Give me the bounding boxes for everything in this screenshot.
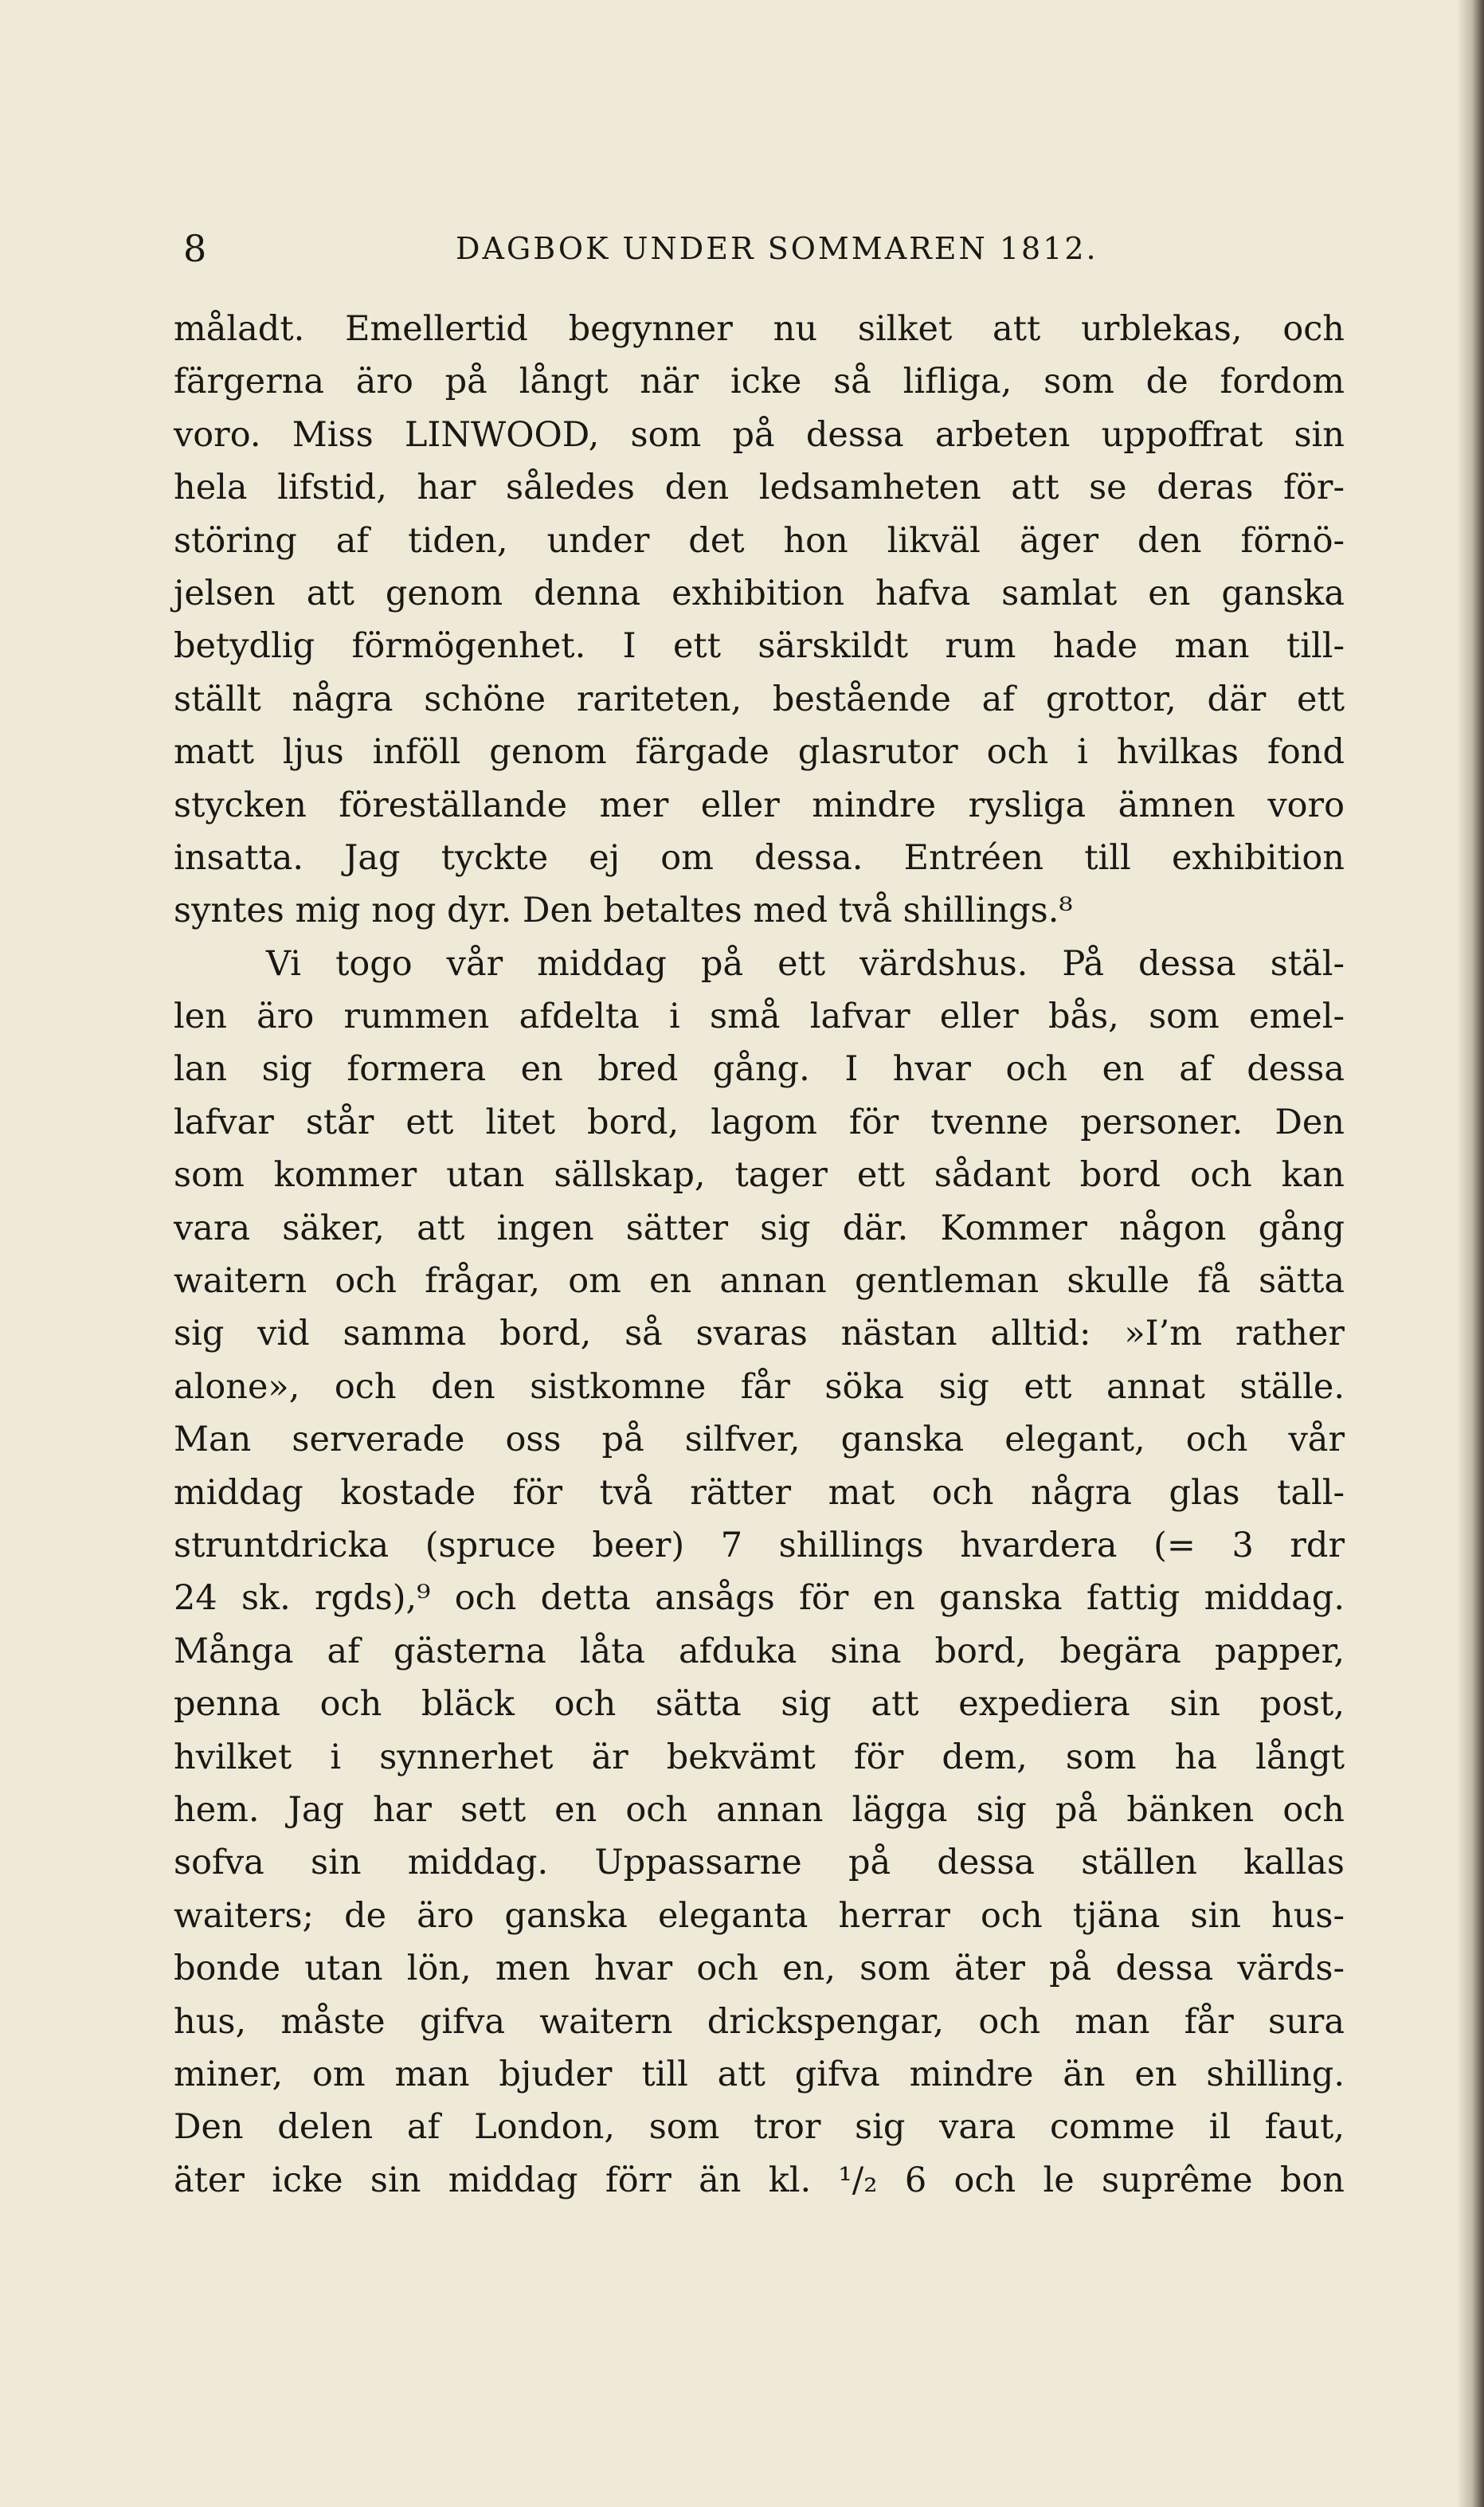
- text-line: 24 sk. rgds),⁹ och detta ansågs för en ganska fattig middag.: [174, 1578, 1345, 1619]
- text-line: Många af gästerna låta afduka sina bord, begära papper,: [174, 1631, 1345, 1671]
- text-line: måladt. Emellertid begynner nu silket att urblekas, och: [174, 309, 1345, 349]
- text-line: waitern och frågar, om en annan gentleman skulle få sätta: [174, 1261, 1345, 1302]
- text-line: som kommer utan sällskap, tager ett sådant bord och kan: [174, 1155, 1345, 1196]
- text-line: sig vid samma bord, så svaras nästan alltid: »I’m rather: [174, 1314, 1345, 1354]
- text-line: betydlig förmögenhet. I ett särskildt rum hade man till-: [174, 626, 1345, 667]
- text-line: penna och bläck och sätta sig att expediera sin post,: [174, 1684, 1345, 1725]
- text-line: voro. Miss LINWOOD, som på dessa arbeten uppoffrat sin: [174, 414, 1345, 455]
- text-line: ställt några schöne rariteten, bestående af grottor, där ett: [174, 679, 1345, 719]
- text-line: lan sig formera en bred gång. I hvar och en af dessa: [174, 1049, 1345, 1090]
- page-header: [177, 225, 1348, 272]
- text-line: alone», och den sistkomne får söka sig ett annat ställe.: [174, 1366, 1345, 1407]
- text-line: miner, om man bjuder till att gifva mindre än en shilling.: [174, 2054, 1345, 2094]
- text-line: waiters; de äro ganska eleganta herrar och tjäna sin hus-: [174, 1895, 1345, 1936]
- text-line: hela lifstid, har således den ledsamheten att se deras för-: [174, 468, 1345, 508]
- text-line: lafvar står ett litet bord, lagom för tvenne personer. Den: [174, 1102, 1345, 1142]
- text-line: matt ljus inföll genom färgade glasrutor och i hvilkas fond: [174, 732, 1345, 773]
- text-line: middag kostade för två rätter mat och några glas tall-: [174, 1472, 1345, 1513]
- page-edge-shadow: [1457, 0, 1484, 2507]
- text-line: störing af tiden, under det hon likväl äger den förnö-: [174, 520, 1345, 561]
- text-line: sofva sin middag. Uppassarne på dessa ställen kallas: [174, 1843, 1345, 1883]
- running-title: DAGBOK UNDER SOMMAREN 1812.: [456, 231, 1098, 266]
- text-line: stycken föreställande mer eller mindre rysliga ämnen voro: [174, 785, 1345, 825]
- text-line: färgerna äro på långt när icke så lifliga, som de fordom: [174, 362, 1345, 402]
- text-line: syntes mig nog dyr. Den betaltes med två shillings.⁸: [174, 891, 1073, 931]
- text-line: len äro rummen afdelta i små lafvar eller bås, som emel-: [174, 997, 1345, 1037]
- body-text: [174, 303, 1345, 2207]
- text-line: vara säker, att ingen sätter sig där. Kommer någon gång: [174, 1208, 1345, 1248]
- text-line: hus, måste gifva waitern drickspengar, och man får sura: [174, 2001, 1345, 2042]
- text-line: äter icke sin middag förr än kl. ¹/₂ 6 och le suprême bon: [174, 2160, 1345, 2200]
- text-line: bonde utan lön, men hvar och en, som äter på dessa värds-: [174, 1949, 1345, 1989]
- text-line: Vi togo vår middag på ett värdshus. På dessa stäl-: [266, 943, 1345, 984]
- text-line: struntdricka (spruce beer) 7 shillings hvardera (= 3 rdr: [174, 1525, 1345, 1565]
- text-line: Man serverade oss på silfver, ganska elegant, och vår: [174, 1420, 1345, 1460]
- text-line: hem. Jag har sett en och annan lägga sig på bänken och: [174, 1789, 1345, 1830]
- text-line: insatta. Jag tyckte ej om dessa. Entréen till exhibition: [174, 837, 1345, 878]
- text-line: Den delen af London, som tror sig vara comme il faut,: [174, 2107, 1345, 2148]
- text-line: hvilket i synnerhet är bekvämt för dem, som ha långt: [174, 1737, 1345, 1777]
- text-line: jelsen att genom denna exhibition hafva samlat en ganska: [174, 573, 1345, 613]
- page-number: 8: [183, 227, 207, 270]
